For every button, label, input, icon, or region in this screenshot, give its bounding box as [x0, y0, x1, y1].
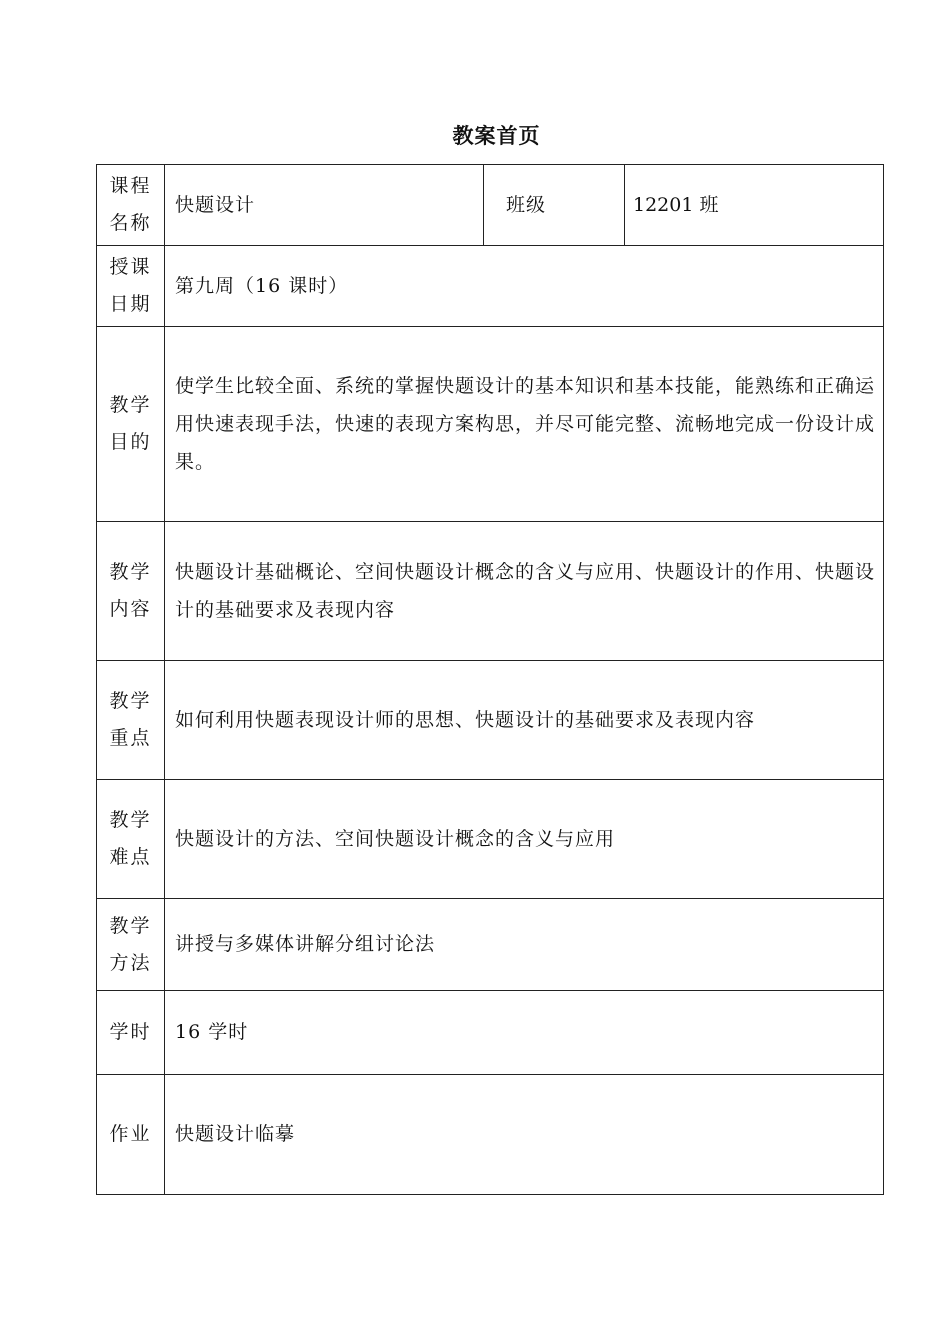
difficulties-value: 快题设计的方法、空间快题设计概念的含义与应用	[175, 827, 616, 850]
class-label: 班级	[506, 193, 547, 216]
date-value-cell	[165, 246, 884, 327]
method-value: 讲授与多媒体讲解分组讨论法	[175, 933, 436, 955]
objective-value-cell	[165, 327, 884, 522]
class-value: 12201 班	[633, 193, 719, 216]
row-date	[97, 246, 884, 327]
objective-label-cell	[97, 327, 165, 522]
method-label: 教学方法	[109, 914, 152, 974]
homework-value-cell	[165, 1075, 884, 1195]
difficulties-label: 教学难点	[109, 809, 152, 868]
hours-label: 学时	[109, 1021, 152, 1043]
row-objective	[97, 327, 884, 522]
content-value: 快题设计基础概论、空间快题设计概念的含义与应用、快题设计的作用、快题设计的基础要求及表现内容	[175, 561, 876, 621]
content-label: 教学内容	[109, 561, 152, 620]
course-name-label-cell	[97, 165, 165, 246]
objective-label: 教学目的	[109, 394, 152, 453]
key-points-value-cell	[165, 661, 884, 780]
course-name-value: 快题设计	[175, 193, 256, 216]
content-label-cell	[97, 522, 165, 661]
objective-value: 使学生比较全面、系统的掌握快题设计的基本知识和基本技能，能熟练和正确运用快速表现手法，快速的表现方案构思，并尽可能完整、流畅地完成一份设计成果。	[175, 375, 876, 473]
row-hours	[97, 991, 884, 1075]
class-label-cell	[484, 165, 625, 246]
course-name-value-cell	[165, 165, 484, 246]
homework-value: 快题设计临摹	[175, 1123, 296, 1145]
row-key-points	[97, 661, 884, 780]
row-method	[97, 899, 884, 991]
hours-value: 16 学时	[175, 1021, 249, 1043]
class-value-cell	[625, 165, 884, 246]
difficulties-label-cell	[97, 780, 165, 899]
key-points-label: 教学重点	[109, 690, 152, 749]
row-content	[97, 522, 884, 661]
date-value: 第九周（16 课时）	[175, 274, 349, 297]
row-course	[97, 165, 884, 246]
hours-label-cell	[97, 991, 165, 1075]
hours-value-cell	[165, 991, 884, 1075]
date-label: 授课日期	[109, 256, 152, 315]
method-value-cell	[165, 899, 884, 991]
row-difficulties	[97, 780, 884, 899]
key-points-value: 如何利用快题表现设计师的思想、快题设计的基础要求及表现内容	[175, 708, 756, 731]
homework-label: 作业	[109, 1123, 152, 1145]
page-title: 教案首页	[452, 124, 541, 148]
row-homework	[97, 1075, 884, 1195]
content-value-cell	[165, 522, 884, 661]
key-points-label-cell	[97, 661, 165, 780]
homework-label-cell	[97, 1075, 165, 1195]
difficulties-value-cell	[165, 780, 884, 899]
course-name-label: 课程名称	[109, 175, 152, 234]
lesson-plan-table	[96, 164, 884, 1195]
method-label-cell	[97, 899, 165, 991]
date-label-cell	[97, 246, 165, 327]
